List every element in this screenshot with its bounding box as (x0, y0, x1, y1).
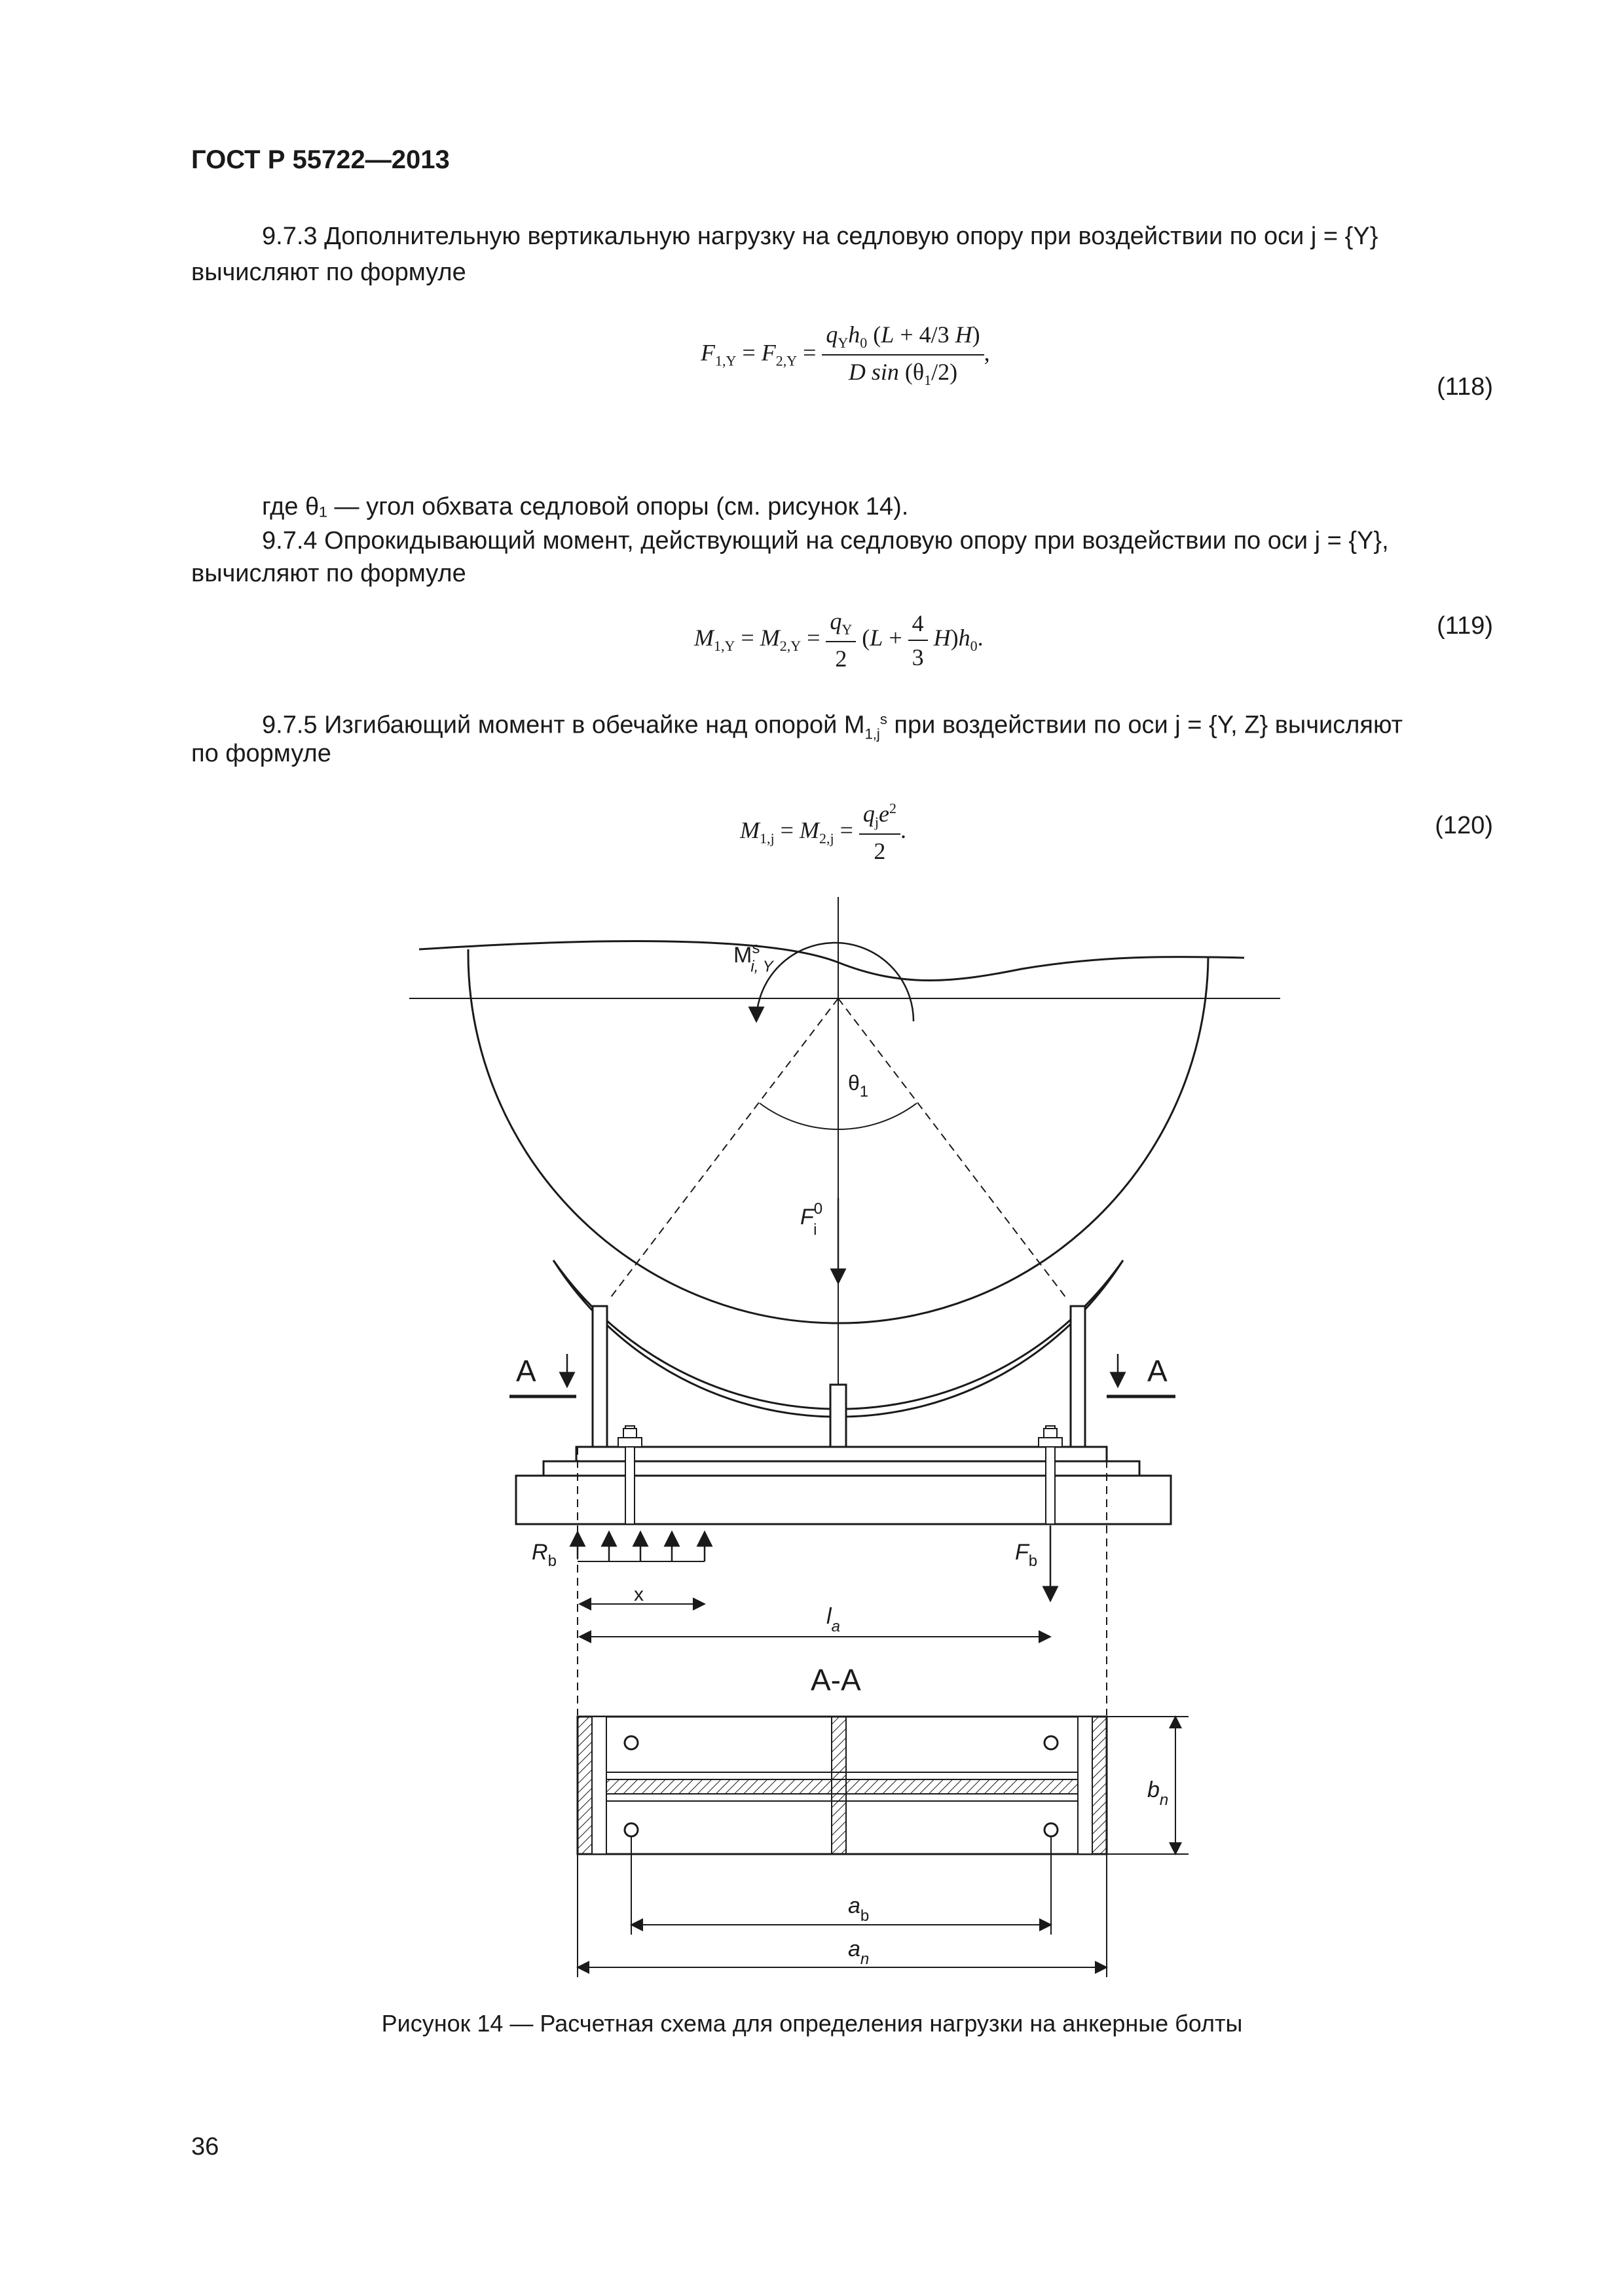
label-force: $F^0$ i (800, 1200, 823, 1239)
label-section-left: A (516, 1354, 536, 1388)
right-leg (1071, 1306, 1085, 1447)
paragraph-9-7-5-cont: по формуле (191, 740, 331, 767)
paragraph-9-7-4: 9.7.4 Опрокидывающий момент, действующий на седловую опору при воздействии по оси j = {Y}, (262, 527, 1389, 555)
formula-118-fraction: $\frac{q_Yh_0 (L + 4/3 H)}{D \sin (\theta_1/2)}$ (822, 321, 984, 389)
moment-arrow (756, 943, 913, 1021)
equation-number-118: (118) (1437, 373, 1493, 401)
formula-118: $F_{1,Y} = F_{2,Y}$ = $\frac{q_Yh_0 (L + 4/3 H)}{D \sin (\theta_1/2)}$ , (701, 321, 990, 389)
equation-number-120: (120) (1435, 812, 1493, 839)
label-x: x (634, 1584, 644, 1605)
top-plate (576, 1447, 1107, 1461)
label-rb: $R_b$ (532, 1540, 557, 1570)
figure-caption: Рисунок 14 — Расчетная схема для определения нагрузки на анкерные болты (381, 2010, 1243, 2037)
label-an: $a_n$ (848, 1937, 870, 1968)
paragraph-9-7-3: 9.7.3 Дополнительную вертикальную нагрузку на седловую опору при воздействии по оси j = {Y} (262, 223, 1378, 250)
paragraph-9-7-3-cont: вычисляют по формуле (191, 259, 466, 286)
label-la: $l_a$ (826, 1604, 840, 1635)
label-moment: $M^s$ i, Y (733, 939, 773, 975)
left-leg (593, 1306, 607, 1447)
label-fb: $F_b$ (1015, 1540, 1038, 1570)
equation-number-119: (119) (1437, 612, 1493, 640)
formula-120: $M_{1,j} = M_{2,j}$ = $\frac{q_je^2}{2}$ . (740, 800, 906, 865)
label-section-right: A (1147, 1354, 1168, 1388)
label-theta: $\theta_1$ (848, 1071, 869, 1101)
paragraph-9-7-5: 9.7.5 Изгибающий момент в обечайке над опорой $M_{1,j}^s$ при воздействии по оси j = {Y, Z} вычисляют (262, 711, 1403, 742)
vessel-top-outline (419, 941, 1244, 981)
where-theta-line: где θ₁ — угол обхвата седловой опоры (см. рисунок 14). (262, 493, 909, 520)
label-section-title: A-A (811, 1663, 861, 1697)
center-rib (830, 1385, 846, 1447)
label-bn: $b_n$ (1147, 1777, 1169, 1809)
formula-119: $M_{1,Y} = M_{2,Y}$ = $\frac{q_Y}{2}$ (L + $\frac{4}{3}$ $H)h_0$. (694, 608, 984, 672)
foundation (516, 1476, 1171, 1524)
paragraph-9-7-4-cont: вычисляют по формуле (191, 560, 466, 587)
page-number: 36 (191, 2133, 219, 2160)
label-ab: $a_b$ (848, 1893, 870, 1925)
document-header: ГОСТ Р 55722—2013 (191, 145, 450, 174)
figure-14-diagram (393, 877, 1310, 1990)
